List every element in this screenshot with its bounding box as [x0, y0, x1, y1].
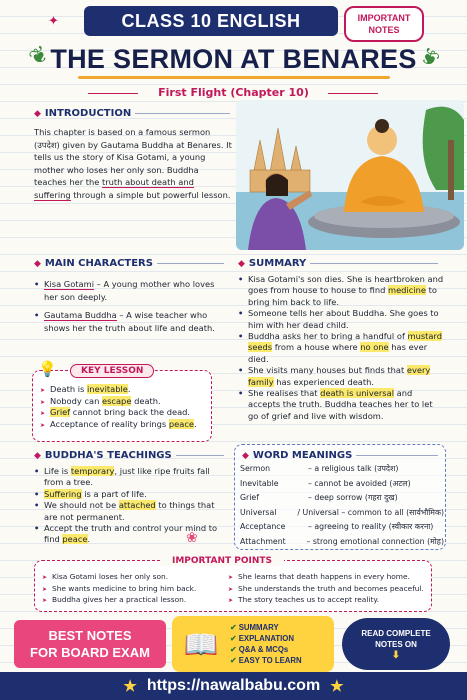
list-item: • Buddha asks her to bring a handful of mustard seeds from a house where no one has ever died.: [238, 331, 444, 365]
list-item: ➤ She learns that death happens in every home.: [228, 571, 430, 583]
buddha-illustration: [236, 100, 464, 250]
footer-url-link[interactable]: https://nawalbabu.com: [146, 677, 321, 694]
sparkle-icon: ✦: [48, 14, 59, 29]
list-item: ✔ SUMMARY: [230, 622, 302, 633]
read-notes-line1: READ COMPLETE: [361, 628, 431, 638]
list-item: ➤ Grief cannot bring back the dead.: [40, 407, 210, 419]
footer-bar: [0, 672, 467, 700]
list-item: ➤ Buddha gives her a practical lesson.: [42, 594, 228, 606]
important-points-left: [42, 571, 228, 606]
important-points-heading: IMPORTANT POINTS: [160, 556, 284, 566]
introduction-text: This chapter is based on a famous sermon (उपदेश) given by Gautama Buddha at Benares. It tells us the story of Kisa Gotami, a young mother who loses her only son. Buddha teaches her the truth about death and suffering through a simple but powerful lesson.: [34, 127, 232, 200]
list-item: • Someone tells her about Buddha. She goes to him with her dead child.: [238, 308, 444, 331]
list-item: ✔ EXPLANATION: [230, 633, 302, 644]
list-item: • She visits many houses but finds that every family has experienced death.: [238, 365, 444, 388]
best-notes-line2: FOR BOARD EXAM: [30, 645, 150, 660]
list-item: • We should not be attached to things that are not permanent.: [34, 500, 220, 523]
list-item: ➤ The story teaches us to accept reality.: [228, 594, 430, 606]
list-item: • Life is temporary, just like ripe fruits fall from a tree.: [34, 466, 220, 489]
star-icon: ★: [123, 678, 137, 695]
important-notes-badge: [344, 6, 424, 42]
list-item: ➤ Death is inevitable.: [40, 384, 210, 396]
key-lesson-heading: KEY LESSON: [70, 364, 154, 378]
bullet-icon: ◆: [34, 258, 41, 269]
introduction-heading: ◆ INTRODUCTION: [34, 108, 230, 119]
summary-heading: ◆ SUMMARY: [238, 258, 438, 269]
read-notes-line2: NOTES ON: [375, 639, 417, 649]
table-row: Inevitable – cannot be avoided (अटल): [240, 478, 411, 488]
list-item: • She realises that death is universal and accepts the truth. Buddha teaches her to let go of grief and live with wisdom.: [238, 388, 444, 422]
summary-list: [238, 274, 444, 422]
main-characters-heading: ◆ MAIN CHARACTERS: [34, 258, 224, 269]
leaf-left-icon: ❦: [24, 41, 54, 72]
table-row: Universal / Universal – common to all (सार्वभौमिक): [240, 507, 444, 517]
table-row: Attachment – strong emotional connection (मोह): [240, 536, 444, 546]
star-icon: ★: [330, 678, 344, 695]
word-meanings-table: [240, 462, 444, 549]
list-item: ➤ Acceptance of reality brings peace.: [40, 419, 210, 431]
open-book-icon: 📖: [183, 627, 219, 661]
list-item: • Gautama Buddha – A wise teacher who shows her the truth about life and death.: [34, 309, 220, 334]
features-badge: [172, 616, 334, 672]
bullet-icon: ◆: [238, 258, 245, 269]
bullet-icon: ◆: [34, 450, 41, 461]
list-item: ➤ She wants medicine to bring him back.: [42, 583, 228, 595]
bullet-icon: ◆: [242, 450, 249, 461]
important-notes-line2: NOTES: [368, 25, 400, 35]
class-badge: CLASS 10 ENGLISH: [84, 6, 338, 36]
list-item: • Kisa Gotami's son dies. She is heartbroken and goes from house to house to find medicine to bring him back to life.: [238, 274, 444, 308]
main-characters-list: [34, 278, 220, 334]
list-item: • Suffering is a part of life.: [34, 489, 220, 500]
table-row: Sermon – a religious talk (उपदेश): [240, 464, 399, 473]
list-item: ➤ Nobody can escape death.: [40, 396, 210, 408]
list-item: ➤ Kisa Gotami loses her only son.: [42, 571, 228, 583]
bullet-icon: ◆: [34, 108, 41, 119]
list-item: • Accept the truth and control your mind to find peace.: [34, 523, 220, 546]
page-subtitle: First Flight (Chapter 10): [158, 86, 309, 99]
leaf-right-icon: ❦: [414, 43, 444, 74]
lightbulb-icon: 💡: [38, 360, 57, 378]
key-lesson-list: [40, 384, 210, 430]
best-notes-line1: BEST NOTES: [48, 628, 132, 643]
table-row: Grief – deep sorrow (गहरा दुख): [240, 493, 398, 502]
arrow-down-icon: ⬇: [391, 649, 401, 661]
important-notes-line1: IMPORTANT: [357, 13, 411, 23]
features-list: [230, 622, 302, 666]
teachings-heading: ◆ BUDDHA'S TEACHINGS: [34, 450, 224, 461]
important-points-right: [228, 571, 430, 606]
read-notes-badge[interactable]: [342, 618, 450, 670]
table-row: Acceptance – agreeing to reality (स्वीकार करना): [240, 522, 434, 531]
list-item: ✔ Q&A & MCQs: [230, 644, 302, 655]
title-underline: [78, 76, 390, 79]
list-item: • Kisa Gotami – A young mother who loves her son deeply.: [34, 278, 220, 303]
word-meanings-heading: ◆ WORD MEANINGS: [242, 450, 438, 461]
list-item: ➤ She understands the truth and becomes peaceful.: [228, 583, 430, 595]
best-notes-badge: [14, 620, 166, 668]
subtitle-dash-right: [328, 93, 378, 94]
lotus-icon: ❀: [186, 530, 198, 546]
list-item: ✔ EASY TO LEARN: [230, 655, 302, 666]
page-title: THE SERMON AT BENARES: [50, 44, 417, 74]
